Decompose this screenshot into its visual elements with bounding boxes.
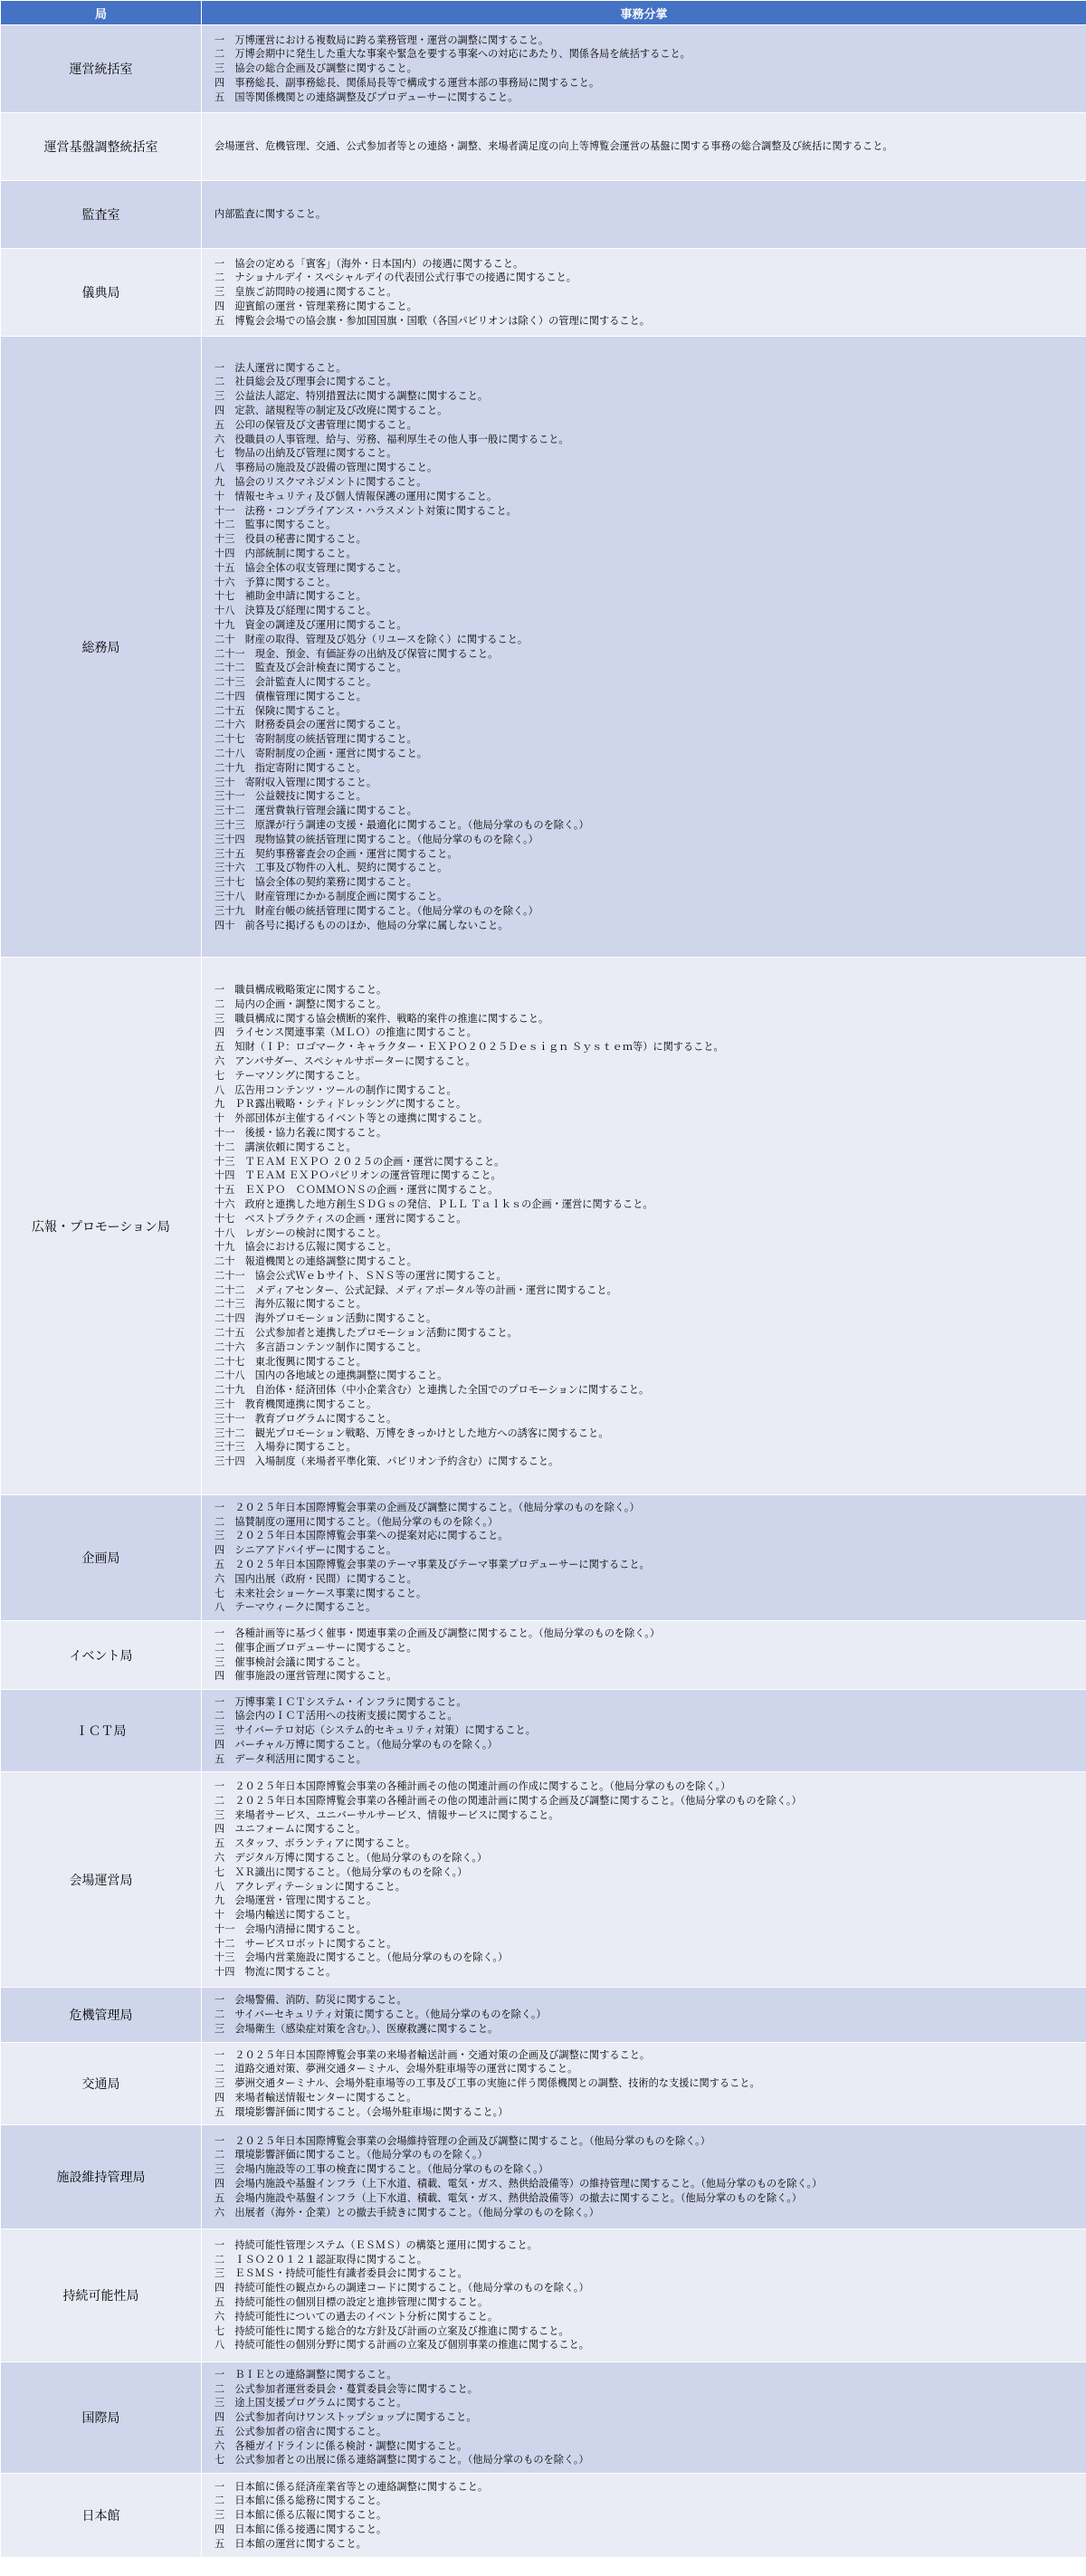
duty-item: 五 博覧会会場での協会旗・参加国国旗・国歌（各国パビリオンは除く）の管理に関すること。 <box>214 314 650 327</box>
duty-item: 六 各種ガイドラインに係る検討・調整に関すること。 <box>214 2439 468 2452</box>
duty-item: 二十三 海外広報に関すること。 <box>214 1298 367 1311</box>
bureau-name: 総務局 <box>1 337 202 958</box>
duty-item: 二 日本館に係る総務に関すること。 <box>214 2495 387 2507</box>
duty-item: 一 ２０２５年日本国際博覧会事業の企画及び調整に関すること。（他局分掌のものを除く。） <box>214 1501 640 1513</box>
duty-item: 二十九 指定寄附に関すること。 <box>214 761 367 774</box>
bureau-duties <box>202 181 1086 249</box>
duty-item: 三 会場衛生（感染症対策を含む。）、医療救護に関すること。 <box>214 2022 499 2035</box>
duty-item: 六 役職員の人事管理、給与、労務、福利厚生その他人事一般に関すること。 <box>214 433 569 445</box>
duty-item: 十 情報セキュリティ及び個人情報保護の運用に関すること。 <box>214 490 498 502</box>
duty-item: 六 出展者（海外・企業）との撤去手続きに関すること。（他局分掌のものを除く。） <box>214 2206 599 2218</box>
bureau-row <box>1 958 1086 1495</box>
duty-item: 十七 ベストプラクティスの企画・運営に関すること。 <box>214 1212 467 1225</box>
duty-item: 三十三 入場券に関すること。 <box>214 1441 357 1454</box>
duty-item: 四 公式参加者向けワンストップショップに関すること。 <box>214 2411 477 2424</box>
duty-item: 一 協会の定める「賓客」（海外・日本国内）の接遇に関すること。 <box>214 257 524 270</box>
duty-item: 四 シニアアドバイザーに関すること。 <box>214 1544 397 1557</box>
bureau-row <box>1 181 1086 249</box>
duty-item: 六 アンバサダー、スペシャルサポーターに関すること。 <box>214 1054 476 1067</box>
bureau-row <box>1 1988 1086 2043</box>
duty-item: 三十 寄附収入管理に関すること。 <box>214 776 377 788</box>
duty-item: 七 ＸＲ識出に関すること。（他局分掌のものを除く。） <box>214 1865 468 1878</box>
duty-item: 四 迎賓館の運営・管理業務に関すること。 <box>214 300 417 312</box>
duty-item: 三十四 現物協賛の統括管理に関すること。（他局分掌のものを除く。） <box>214 833 538 845</box>
duty-item: 二十七 寄附制度の統括管理に関すること。 <box>214 733 417 746</box>
bureau-row <box>1 2474 1086 2558</box>
duty-item: 五 環境影響評価に関すること。（会場外駐車場に関すること。） <box>214 2105 509 2118</box>
bureau-row <box>1 337 1086 958</box>
duty-item: 八 事務局の施設及び設備の管理に関すること。 <box>214 462 438 474</box>
header-duties: 事務分掌 <box>202 1 1086 25</box>
duty-item: 七 物品の出納及び管理に関すること。 <box>214 447 397 460</box>
bureau-row <box>1 2229 1086 2362</box>
duty-item: 十二 監事に関すること。 <box>214 519 337 531</box>
duty-item: 二 サイバーセキュリティ対策に関すること。（他局分掌のものを除く。） <box>214 2008 547 2021</box>
bureau-duties <box>202 2125 1086 2229</box>
duty-item: 二十五 保険に関すること。 <box>214 704 347 717</box>
duty-item: 七 持続可能性に関する総合的な方針及び計画の立案及び推進に関すること。 <box>214 2324 569 2337</box>
duty-item: 四 日本館に係る接遇に関すること。 <box>214 2523 387 2535</box>
duty-item: 三 途上国支援プログラムに関すること。 <box>214 2397 407 2409</box>
duty-item: 十三 ＴＥＡＭ ＥＸＰＯ ２０２５の企画・運営に関すること。 <box>214 1155 505 1168</box>
duty-item: 五 公式参加者の宿舎に関すること。 <box>214 2425 387 2438</box>
duty-item: 八 持続可能性の個別分野に関する計画の立案及び個別事業の推進に関すること。 <box>214 2339 589 2352</box>
bureau-name: 危機管理局 <box>1 1988 202 2043</box>
duty-item: 二 社員総会及び理事会に関すること。 <box>214 376 397 388</box>
bureau-duties <box>202 113 1086 181</box>
duty-item: 会場運営、危機管理、交通、公式参加者等との連絡・調整、来場者満足度の向上等博覧会運営の基盤に関する事務の総合調整及び統括に関すること。 <box>214 140 893 153</box>
duty-item: 三 協会の総合企画及び調整に関すること。 <box>214 62 417 75</box>
duty-item: 一 ２０２５年日本国際博覧会事業の会場維持管理の企画及び調整に関すること。（他局分掌のものを除く。） <box>214 2134 710 2147</box>
duty-item: 九 ＰＲ露出戦略・シティドレッシングに関すること。 <box>214 1098 467 1111</box>
duty-item: 四 定款、諸規程等の制定及び改廃に関すること。 <box>214 404 448 416</box>
duty-item: 二十四 海外プロモーション活動に関すること。 <box>214 1312 437 1325</box>
duty-item: 四 持続可能性の観点からの調達コードに関すること。（他局分掌のものを除く。） <box>214 2282 589 2295</box>
duty-item: 三十九 財産台帳の統括管理に関すること。（他局分掌のものを除く。） <box>214 904 538 917</box>
duty-item: 一 ＢＩＥとの連絡調整に関すること。 <box>214 2368 397 2380</box>
bureau-duties <box>202 1495 1086 1621</box>
duty-item: 四 催事施設の運営管理に関すること。 <box>214 1670 397 1683</box>
duty-item: 二十一 現金、預金、有価証券の出納及び保管に関すること。 <box>214 647 499 660</box>
duty-item: 内部監査に関すること。 <box>214 208 327 221</box>
duty-item: 六 国内出展（政府・民間）に関すること。 <box>214 1572 417 1585</box>
duty-item: 四 ユニフォームに関すること。 <box>214 1823 367 1836</box>
duty-item: 二 道路交通対策、夢洲交通ターミナル、会場外駐車場等の運営に関すること。 <box>214 2063 578 2075</box>
bureau-duties <box>202 337 1086 958</box>
bureau-row <box>1 1772 1086 1988</box>
bureau-duties <box>202 2474 1086 2558</box>
duty-item: 二十六 多言語コンテンツ制作に関すること。 <box>214 1340 427 1353</box>
duty-item: 三十一 教育プログラムに関すること。 <box>214 1412 397 1425</box>
bureau-name: 企画局 <box>1 1495 202 1621</box>
duty-item: 三十七 協会全体の契約業務に関すること。 <box>214 876 417 889</box>
bureau-name: 国際局 <box>1 2362 202 2474</box>
duty-item: 五 国等関係機関との連絡調整及びプロデューサーに関すること。 <box>214 91 519 103</box>
bureau-name: 会場運営局 <box>1 1772 202 1988</box>
duty-item: 四 会場内施設や基盤インフラ（上下水道、積載、電気・ガス、熱供給設備等）の維持管理に関すること。（他局分掌のものを除く。） <box>214 2178 823 2190</box>
duty-item: 三十六 工事及び物件の入札、契約に関すること。 <box>214 862 448 874</box>
duty-item: 九 協会のリスクマネジメントに関すること。 <box>214 475 427 488</box>
duty-item: 二十二 監査及び会計検査に関すること。 <box>214 662 407 674</box>
duty-item: 十八 レガシーの検討に関すること。 <box>214 1226 387 1239</box>
bureau-name: 儀典局 <box>1 249 202 337</box>
duty-item: 十二 サービスロボットに関すること。 <box>214 1937 397 1950</box>
duty-item: 三十八 財産管理にかかる制度企画に関すること。 <box>214 891 448 903</box>
duty-item: 四十 前各号に掲げるもののほか、他局の分掌に属しないこと。 <box>214 919 509 931</box>
duty-item: 一 ２０２５年日本国際博覧会事業の各種計画その他の関連計画の作成に関すること。（他局分掌のものを除く。） <box>214 1779 731 1792</box>
duty-item: 二 催事企画プロデューサーに関すること。 <box>214 1641 417 1654</box>
bureau-duties <box>202 1772 1086 1988</box>
duty-item: 十七 補助金申請に関すること。 <box>214 590 367 603</box>
header-row <box>1 1 1086 25</box>
duty-item: 三 サイバーテロ対応（システム的セキュリティ対策）に関すること。 <box>214 1724 536 1737</box>
bureau-duties <box>202 2229 1086 2362</box>
duty-item: 十四 内部統制に関すること。 <box>214 547 357 559</box>
duty-item: 一 万博運営における複数局に跨る業務管理・運営の調整に関すること。 <box>214 33 549 46</box>
duty-item: 二十七 東北復興に関すること。 <box>214 1355 367 1368</box>
duty-item: 九 会場運営・管理に関すること。 <box>214 1894 377 1907</box>
duty-item: 一 各種計画等に基づく催事・関連事業の企画及び調整に関すること。（他局分掌のものを除く。） <box>214 1627 661 1639</box>
duty-item: 五 知財（ＩＰ：ロゴマーク・キャラクター・ＥＸＰＯ２０２５Ｄｅｓｉｇｎ Ｓｙｓｔｅｍ等）に関すること。 <box>214 1041 724 1054</box>
duty-item: 三十 教育機関連携に関すること。 <box>214 1398 377 1411</box>
duty-item: 二十八 国内の各地域との連携調整に関すること。 <box>214 1369 448 1382</box>
duty-item: 二十二 メディアセンター、公式記録、メディアポータル等の計画・運営に関すること。 <box>214 1283 617 1296</box>
bureau-row <box>1 2125 1086 2229</box>
duty-item: 三 会場内施設等の工事の検査に関すること。（他局分掌のものを除く。） <box>214 2163 548 2176</box>
duty-item: 三十四 入場制度（来場者平準化策、パビリオン予約含む）に関すること。 <box>214 1455 559 1468</box>
duty-item: 一 法人運営に関すること。 <box>214 361 347 374</box>
duty-item: 十三 会場内営業施設に関すること。（他局分掌のものを除く。） <box>214 1951 509 1964</box>
duty-item: 二 協賛制度の運用に関すること。（他局分掌のものを除く。） <box>214 1515 499 1528</box>
duty-item: 七 未来社会ショーケース事業に関すること。 <box>214 1587 427 1599</box>
bureau-name: 運営基盤調整統括室 <box>1 113 202 181</box>
duty-item: 二十 財産の取得、管理及び処分（リユースを除く）に関すること。 <box>214 633 529 645</box>
duty-item: 三 夢洲交通ターミナル、会場外駐車場等の工事及び工事の実施に伴う関係機関との調整、技術的な支援に関すること。 <box>214 2077 760 2090</box>
bureau-row <box>1 25 1086 113</box>
duty-item: 五 データ利活用に関すること。 <box>214 1752 367 1765</box>
header-bureau: 局 <box>1 1 202 25</box>
duty-item: 一 会場警備、消防、防災に関すること。 <box>214 1994 407 2007</box>
duty-item: 三十一 公益競技に関すること。 <box>214 790 367 803</box>
bureau-row <box>1 1495 1086 1621</box>
duty-item: 一 日本館に係る経済産業省等との連絡調整に関すること。 <box>214 2480 489 2493</box>
bureau-name: 広報・プロモーション局 <box>1 958 202 1495</box>
duty-item: 十六 政府と連携した地方創生ＳＤＧｓの発信、ＰＬＬ Ｔａｌｋｓの企画・運営に関すること。 <box>214 1197 653 1210</box>
duty-item: 二十五 公式参加者と連携したプロモーション活動に関すること。 <box>214 1327 518 1340</box>
duty-item: 三十三 原課が行う調達の支援・最適化に関すること。（他局分掌のものを除く。） <box>214 819 589 832</box>
duty-item: 十九 資金の調達及び運用に関すること。 <box>214 618 407 631</box>
duty-item: 二十 報道機関との連絡調整に関すること。 <box>214 1255 417 1268</box>
duty-item: 三十五 契約事務審査会の企画・運営に関すること。 <box>214 847 458 860</box>
duty-item: 十六 予算に関すること。 <box>214 576 337 588</box>
duty-item: 十一 法務・コンプライアンス・ハラスメント対策に関すること。 <box>214 504 517 517</box>
duty-item: 三 職員構成に関する協会横断的案件、戦略的案件の推進に関すること。 <box>214 1012 549 1025</box>
duty-item: 五 持続可能性の個別目標の設定と進捗管理に関すること。 <box>214 2296 489 2308</box>
bureau-duties <box>202 1621 1086 1690</box>
duty-item: 二 環境影響評価に関すること。（他局分掌のものを除く。） <box>214 2149 488 2161</box>
duty-item: 三 皇族ご訪問時の接遇に関すること。 <box>214 286 397 299</box>
bureau-duties <box>202 1690 1086 1772</box>
duty-item: 五 会場内施設や基盤インフラ（上下水道、積載、電気・ガス、熱供給設備等）の撤去に関すること。（他局分掌のものを除く。） <box>214 2191 802 2204</box>
duty-item: 四 ライセンス関連事業（ＭＬＯ）の推進に関すること。 <box>214 1026 477 1039</box>
bureau-name: 運営統括室 <box>1 25 202 113</box>
duty-item: 六 持続可能性についての過去のイベント分析に関すること。 <box>214 2310 499 2323</box>
duty-item: 二十八 寄附制度の企画・運営に関すること。 <box>214 748 427 760</box>
duty-item: 八 広告用コンテンツ・ツールの制作に関すること。 <box>214 1083 457 1096</box>
bureau-row <box>1 2043 1086 2125</box>
duty-item: 十五 協会全体の収支管理に関すること。 <box>214 561 407 574</box>
bureau-duties <box>202 249 1086 337</box>
duty-item: 十三 役員の秘書に関すること。 <box>214 533 367 546</box>
duty-item: 十八 決算及び経理に関すること。 <box>214 605 377 617</box>
duty-item: 一 ２０２５年日本国際博覧会事業の来場者輸送計画・交通対策の企画及び調整に関すること。 <box>214 2048 651 2061</box>
bureau-name: 交通局 <box>1 2043 202 2125</box>
duty-item: 五 ２０２５年日本国際博覧会事業のテーマ事業及びテーマ事業プロデューサーに関すること。 <box>214 1559 650 1570</box>
duty-item: 二 局内の企画・調整に関すること。 <box>214 997 387 1010</box>
duty-item: 二十一 協会公式Ｗｅｂサイト、ＳＮＳ等の運営に関すること。 <box>214 1269 507 1282</box>
duty-item: 二 公式参加者運営委員会・蔓質委員会等に関すること。 <box>214 2382 478 2395</box>
duty-item: 八 アクレディテーションに関すること。 <box>214 1880 405 1893</box>
duty-item: 十四 ＴＥＡＭ ＥＸＰＯパビリオンの運営管理に関すること。 <box>214 1169 501 1182</box>
duty-item: 七 テーマソングに関すること。 <box>214 1069 367 1082</box>
duty-item: 三 ＥＳＭＳ・持続可能性有識者委員会に関すること。 <box>214 2267 468 2280</box>
duty-item: 二十三 会計監査人に関すること。 <box>214 676 377 689</box>
bureau-duties <box>202 1988 1086 2043</box>
duty-item: 二 ＩＳＯ２０１２１認証取得に関すること。 <box>214 2253 427 2266</box>
duty-item: 二 ナショナルデイ・スペシャルデイの代表団公式行事での接遇に関すること。 <box>214 272 576 284</box>
bureau-name: 施設維持管理局 <box>1 2125 202 2229</box>
duty-item: 四 バーチャル万博に関すること。（他局分掌のものを除く。） <box>214 1738 498 1751</box>
duty-item: 一 万博事業ＩＣＴシステム・インフラに関すること。 <box>214 1695 467 1708</box>
duty-item: 十四 物流に関すること。 <box>214 1966 337 1979</box>
duty-item: 十 外部団体が主催するイベント等との連携に関すること。 <box>214 1112 489 1125</box>
bureau-name: 監査室 <box>1 181 202 249</box>
duty-item: 二十六 財務委員会の運営に関すること。 <box>214 719 407 731</box>
bureau-row <box>1 1621 1086 1690</box>
duty-item: 三十二 運営費執行管理会議に関すること。 <box>214 805 417 817</box>
bureau-name: イベント局 <box>1 1621 202 1690</box>
bureau-name: 日本館 <box>1 2474 202 2558</box>
duty-item: 五 スタッフ、ボランティアに関すること。 <box>214 1837 415 1850</box>
duty-item: 三 日本館に係る広報に関すること。 <box>214 2509 387 2522</box>
duty-item: 十 会場内輸送に関すること。 <box>214 1909 357 1922</box>
duty-item: 十二 講演依頼に関すること。 <box>214 1140 357 1153</box>
duty-item: 二 ２０２５年日本国際博覧会事業の各種計画その他の関連計画に関する企画及び調整に関すること。（他局分掌のものを除く。） <box>214 1794 802 1807</box>
duty-item: 十一 会場内清掃に関すること。 <box>214 1922 367 1935</box>
duty-item: 三十二 観光プロモーション戦略、万博をきっかけとした地方への誘客に関すること。 <box>214 1426 609 1439</box>
bureau-name: ＩＣＴ局 <box>1 1690 202 1772</box>
duty-item: 五 日本館の運営に関すること。 <box>214 2537 367 2550</box>
bureau-row <box>1 2362 1086 2474</box>
duty-item: 七 公式参加者との出展に係る連絡調整に関すること。（他局分掌のものを除く。） <box>214 2454 589 2466</box>
duty-item: 十九 協会における広報に関すること。 <box>214 1241 397 1254</box>
duty-item: 二十九 自治体・経済団体（中小企業含む）と連携した全国でのプロモーションに関すること。 <box>214 1384 650 1397</box>
duty-item: 三 催事検討会議に関すること。 <box>214 1655 367 1668</box>
bureau-duties <box>202 958 1086 1495</box>
duty-item: 六 デジタル万博に関すること。（他局分掌のものを除く。） <box>214 1851 488 1864</box>
duty-item: 二十四 債権管理に関すること。 <box>214 690 367 702</box>
duty-item: 十一 後援・協力名義に関すること。 <box>214 1126 387 1139</box>
duty-item: 一 職員構成戦略策定に関すること。 <box>214 983 387 996</box>
duty-item: 三 来場者サービス、ユニバーサルサービス、情報サービスに関すること。 <box>214 1808 559 1821</box>
duty-item: 二 協会内のＩＣＴ活用への技術支援に関すること。 <box>214 1710 458 1722</box>
duty-item: 一 持続可能性管理システム（ＥＳＭＳ）の構築と運用に関すること。 <box>214 2238 538 2251</box>
duty-item: 三 ２０２５年日本国際博覧会事業への提案対応に関すること。 <box>214 1530 509 1542</box>
bureau-duties <box>202 2043 1086 2125</box>
bureau-row <box>1 249 1086 337</box>
bureau-duties <box>202 25 1086 113</box>
bureau-row <box>1 113 1086 181</box>
bureau-name: 持続可能性局 <box>1 2229 202 2362</box>
duty-item: 十五 ＥＸＰＯ ＣＯＭＭＯＮＳの企画・運営に関すること。 <box>214 1184 499 1197</box>
bureau-row <box>1 1690 1086 1772</box>
bureau-duties <box>202 2362 1086 2474</box>
duty-item: 三 公益法人認定、特別措置法に関する調整に関すること。 <box>214 390 489 403</box>
duty-item: 四 来場者輸送情報センターに関すること。 <box>214 2091 417 2104</box>
duty-item: 四 事務総長、副事務総長、関係局長等で構成する運営本部の事務局に関すること。 <box>214 76 600 89</box>
duty-item: 五 公印の保管及び文書管理に関すること。 <box>214 418 417 431</box>
duty-item: 二 万博会期中に発生した重大な事案や緊急を要する事案への対応にあたり、関係各局を統括すること。 <box>214 48 691 61</box>
duty-item: 八 テーマウィークに関すること。 <box>214 1601 376 1614</box>
